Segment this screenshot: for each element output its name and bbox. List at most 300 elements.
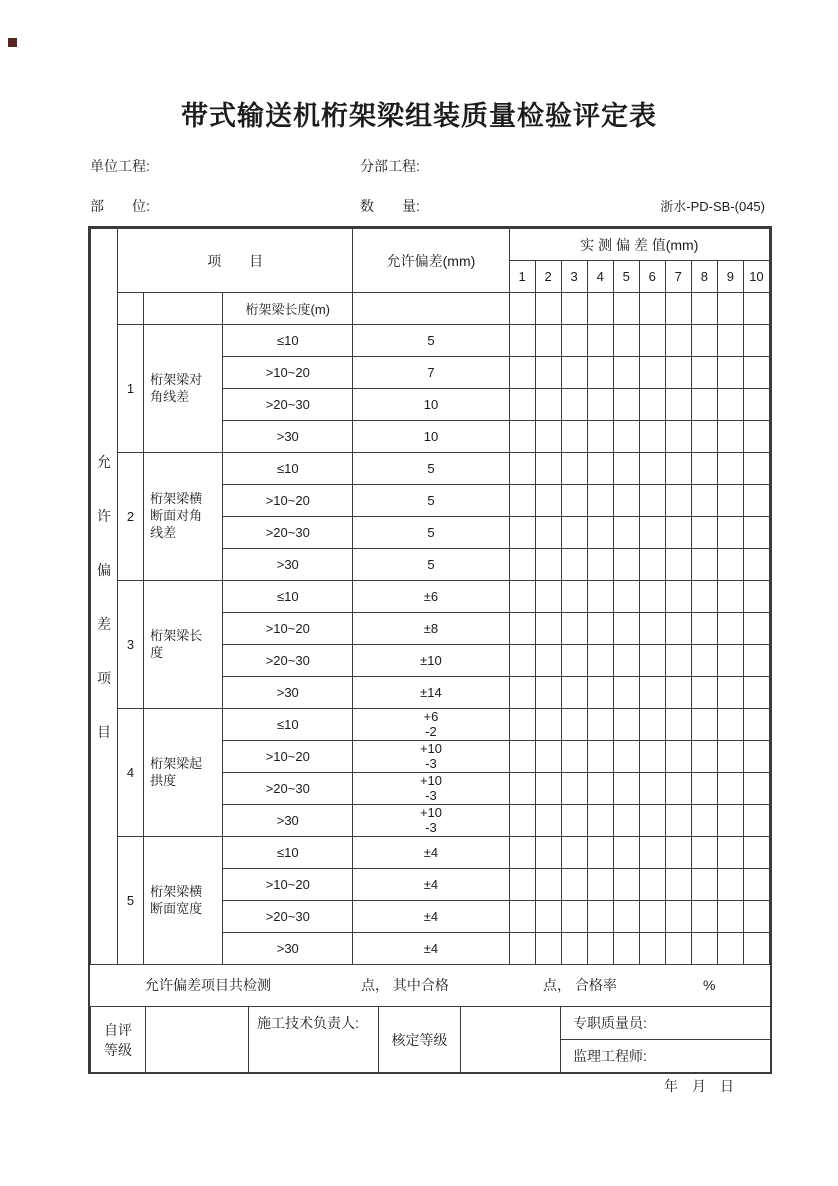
measured-value-cell <box>717 741 743 773</box>
measured-value-cell <box>691 453 717 485</box>
measured-value-cell <box>743 645 769 677</box>
date-label: 年 月 日 <box>664 1078 734 1094</box>
measured-value-cell <box>613 421 639 453</box>
measured-value-cell <box>717 677 743 709</box>
measured-value-cell <box>717 773 743 805</box>
measured-value-cell <box>509 677 535 709</box>
measured-value-cell <box>717 805 743 837</box>
measured-value-cell <box>561 357 587 389</box>
measured-value-cell <box>535 485 561 517</box>
measured-value-cell <box>717 357 743 389</box>
measured-value-cell <box>561 453 587 485</box>
measured-value-cell <box>639 549 665 581</box>
measured-value-cell <box>665 517 691 549</box>
measured-value-cell <box>691 933 717 965</box>
side-label-char: 项 <box>97 669 112 686</box>
allowed-deviation-cell: 10 <box>353 389 509 421</box>
allowed-deviation-cell: 5 <box>353 453 509 485</box>
measured-value-cell <box>587 805 613 837</box>
measured-value-cell <box>561 549 587 581</box>
length-range-cell: >10~20 <box>223 357 353 389</box>
measured-value-cell <box>561 837 587 869</box>
measured-value-cell <box>665 325 691 357</box>
measured-value-cell <box>561 581 587 613</box>
measured-value-cell <box>665 357 691 389</box>
side-label-char: 差 <box>97 615 112 632</box>
quality-officer-label: 专职质量员: <box>561 1007 771 1040</box>
length-range-cell: >20~30 <box>223 517 353 549</box>
measured-value-cell <box>717 517 743 549</box>
measured-value-cell <box>639 709 665 741</box>
measured-value-cell <box>639 485 665 517</box>
measured-value-cell <box>613 901 639 933</box>
measured-value-cell <box>743 709 769 741</box>
measured-value-cell <box>587 901 613 933</box>
signoff-row-1 <box>91 1007 771 1040</box>
measured-value-cell <box>509 869 535 901</box>
allowed-deviation-cell: ±4 <box>353 933 509 965</box>
measured-value-cell <box>743 677 769 709</box>
form-title: 带式输送机桁架梁组装质量检验评定表 <box>181 101 657 131</box>
length-range-cell: ≤10 <box>223 453 353 485</box>
measured-value-cell <box>535 517 561 549</box>
measured-value-cell <box>509 581 535 613</box>
measured-value-cell <box>717 645 743 677</box>
measured-value-cell <box>561 389 587 421</box>
measured-value-cell <box>691 389 717 421</box>
measured-value-cell <box>509 453 535 485</box>
length-range-cell: >10~20 <box>223 485 353 517</box>
measured-value-cell <box>691 645 717 677</box>
summary-percent-label: % <box>703 977 716 993</box>
measured-value-cell <box>717 901 743 933</box>
measured-value-cell <box>665 741 691 773</box>
allowed-deviation-cell: ±4 <box>353 869 509 901</box>
measured-value-cell <box>535 453 561 485</box>
measured-value-cell <box>743 581 769 613</box>
measured-value-cell <box>691 421 717 453</box>
measured-value-cell <box>639 453 665 485</box>
tech-lead-label: 施工技术负责人: <box>249 1007 379 1073</box>
measured-value-cell <box>665 453 691 485</box>
allowed-deviation-cell: 7 <box>353 357 509 389</box>
measured-value-cell <box>665 933 691 965</box>
measured-col-number: 8 <box>691 261 717 293</box>
measured-value-cell <box>509 901 535 933</box>
measured-col-number: 7 <box>665 261 691 293</box>
measured-value-cell <box>613 837 639 869</box>
summary-rate-label: 点， 合格率 <box>543 977 617 993</box>
measured-value-cell <box>561 869 587 901</box>
length-range-cell: >30 <box>223 421 353 453</box>
measured-value-cell <box>613 325 639 357</box>
measured-value-cell <box>639 677 665 709</box>
measured-value-cell <box>691 549 717 581</box>
measured-value-cell <box>665 837 691 869</box>
measured-value-cell <box>561 741 587 773</box>
measured-value-cell <box>561 709 587 741</box>
part-label: 部 位: <box>90 198 150 214</box>
measured-value-cell <box>587 421 613 453</box>
item-name-cell: 桁架梁横 断面宽度 <box>144 837 223 965</box>
measured-value-cell <box>665 645 691 677</box>
corner-mark <box>8 38 17 47</box>
measured-value-cell <box>613 709 639 741</box>
measured-value-cell <box>587 613 613 645</box>
measured-value-cell <box>613 773 639 805</box>
measured-deviation-header: 实 测 偏 差 值(mm) <box>509 229 769 261</box>
allowed-deviation-cell: ±6 <box>353 581 509 613</box>
length-header-row <box>91 293 770 325</box>
measured-value-cell <box>665 549 691 581</box>
side-label-allowed-deviation-items <box>91 229 118 965</box>
length-range-cell: ≤10 <box>223 837 353 869</box>
summary-qualified-label: 点， 其中合格 <box>361 977 449 993</box>
measured-value-cell <box>509 741 535 773</box>
measured-value-cell <box>639 869 665 901</box>
length-range-cell: ≤10 <box>223 581 353 613</box>
side-label-char: 允 <box>97 453 112 470</box>
measured-value-cell <box>509 613 535 645</box>
measured-value-cell <box>509 357 535 389</box>
measured-value-cell <box>639 837 665 869</box>
measured-value-cell <box>587 581 613 613</box>
allowed-deviation-cell: 10 <box>353 421 509 453</box>
measured-value-cell <box>587 485 613 517</box>
measured-value-cell <box>743 805 769 837</box>
measured-value-cell <box>691 485 717 517</box>
measured-value-cell <box>639 613 665 645</box>
measured-value-cell <box>743 357 769 389</box>
measured-value-cell <box>743 421 769 453</box>
group-number-cell: 2 <box>118 453 144 581</box>
signoff-table <box>90 1006 771 1073</box>
measured-value-cell <box>613 645 639 677</box>
summary-row <box>90 964 770 1006</box>
measured-value-cell <box>509 421 535 453</box>
measured-value-cell <box>535 581 561 613</box>
measured-value-cell <box>587 389 613 421</box>
measured-value-cell <box>639 933 665 965</box>
measured-value-cell <box>613 357 639 389</box>
empty-item-cell <box>144 293 223 325</box>
quantity-label: 数 量: <box>360 198 420 214</box>
measured-value-cell <box>665 709 691 741</box>
measured-value-cell <box>535 869 561 901</box>
spec-row <box>91 453 770 485</box>
measured-value-cell <box>665 773 691 805</box>
group-number-cell: 4 <box>118 709 144 837</box>
measured-value-cell <box>561 325 587 357</box>
measured-value-cell <box>743 933 769 965</box>
measured-value-cell <box>717 613 743 645</box>
measured-value-cell <box>509 805 535 837</box>
measured-value-cell <box>717 869 743 901</box>
measured-value-cell <box>561 613 587 645</box>
self-rating-label: 自评 等级 <box>91 1007 146 1073</box>
measured-col-number: 4 <box>587 261 613 293</box>
measured-value-cell <box>613 581 639 613</box>
measured-value-cell <box>561 293 587 325</box>
measured-col-number: 10 <box>743 261 769 293</box>
supervisor-label: 监理工程师: <box>561 1040 771 1073</box>
allowed-deviation-cell: +10 -3 <box>353 805 509 837</box>
measured-value-cell <box>743 325 769 357</box>
measured-value-cell <box>509 837 535 869</box>
measured-value-cell <box>561 485 587 517</box>
measured-value-cell <box>613 485 639 517</box>
measured-col-number: 2 <box>535 261 561 293</box>
allowed-deviation-cell: 5 <box>353 517 509 549</box>
deviation-spec-table <box>90 228 770 965</box>
measured-value-cell <box>691 773 717 805</box>
measured-value-cell <box>535 549 561 581</box>
length-range-cell: >10~20 <box>223 741 353 773</box>
measured-value-cell <box>613 293 639 325</box>
group-number-cell: 3 <box>118 581 144 709</box>
measured-value-cell <box>743 773 769 805</box>
measured-value-cell <box>717 453 743 485</box>
measured-value-cell <box>717 933 743 965</box>
measured-value-cell <box>535 645 561 677</box>
empty-allowed-cell <box>353 293 509 325</box>
measured-value-cell <box>691 581 717 613</box>
measured-value-cell <box>587 741 613 773</box>
measured-value-cell <box>587 517 613 549</box>
measured-value-cell <box>691 325 717 357</box>
measured-value-cell <box>743 485 769 517</box>
measured-value-cell <box>509 645 535 677</box>
measured-value-cell <box>509 709 535 741</box>
length-range-cell: >20~30 <box>223 645 353 677</box>
measured-value-cell <box>587 453 613 485</box>
spec-row <box>91 709 770 741</box>
side-label-char: 许 <box>97 507 112 524</box>
measured-value-cell <box>717 549 743 581</box>
item-name-cell: 桁架梁横 断面对角 线差 <box>144 453 223 581</box>
measured-value-cell <box>561 901 587 933</box>
measured-value-cell <box>665 677 691 709</box>
group-number-cell: 1 <box>118 325 144 453</box>
measured-value-cell <box>691 613 717 645</box>
measured-value-cell <box>639 325 665 357</box>
measured-value-cell <box>665 485 691 517</box>
measured-value-cell <box>613 869 639 901</box>
measured-value-cell <box>509 293 535 325</box>
measured-col-number: 3 <box>561 261 587 293</box>
measured-value-cell <box>665 293 691 325</box>
measured-value-cell <box>535 709 561 741</box>
measured-value-cell <box>613 677 639 709</box>
measured-value-cell <box>613 389 639 421</box>
length-range-cell: >30 <box>223 677 353 709</box>
length-range-cell: >20~30 <box>223 389 353 421</box>
division-project-label: 分部工程: <box>360 158 420 174</box>
measured-value-cell <box>561 805 587 837</box>
measured-value-cell <box>509 773 535 805</box>
allowed-deviation-cell: +10 -3 <box>353 773 509 805</box>
item-name-cell: 桁架梁对 角线差 <box>144 325 223 453</box>
measured-value-cell <box>613 933 639 965</box>
measured-value-cell <box>717 325 743 357</box>
verify-rating-label: 核定等级 <box>379 1007 461 1073</box>
measured-value-cell <box>717 421 743 453</box>
measured-value-cell <box>587 709 613 741</box>
measured-value-cell <box>587 677 613 709</box>
measured-value-cell <box>743 453 769 485</box>
measured-value-cell <box>639 645 665 677</box>
measured-value-cell <box>587 933 613 965</box>
measured-value-cell <box>691 741 717 773</box>
measured-value-cell <box>587 869 613 901</box>
allowed-deviation-cell: +6 -2 <box>353 709 509 741</box>
measured-value-cell <box>613 805 639 837</box>
allowed-deviation-cell: 5 <box>353 549 509 581</box>
measured-value-cell <box>665 389 691 421</box>
item-name-cell: 桁架梁长 度 <box>144 581 223 709</box>
measured-value-cell <box>639 901 665 933</box>
measured-value-cell <box>691 517 717 549</box>
measured-value-cell <box>639 421 665 453</box>
measured-value-cell <box>509 933 535 965</box>
measured-value-cell <box>639 293 665 325</box>
measured-value-cell <box>639 741 665 773</box>
measured-value-cell <box>717 485 743 517</box>
measured-value-cell <box>691 293 717 325</box>
measured-value-cell <box>665 581 691 613</box>
measured-value-cell <box>535 805 561 837</box>
allowed-deviation-header: 允许偏差(mm) <box>353 229 509 293</box>
group-number-cell: 5 <box>118 837 144 965</box>
measured-value-cell <box>691 869 717 901</box>
measured-value-cell <box>665 869 691 901</box>
side-label-char: 偏 <box>97 561 112 578</box>
measured-value-cell <box>743 293 769 325</box>
length-range-cell: >30 <box>223 805 353 837</box>
allowed-deviation-cell: ±14 <box>353 677 509 709</box>
measured-value-cell <box>639 581 665 613</box>
measured-value-cell <box>535 837 561 869</box>
measured-value-cell <box>717 389 743 421</box>
allowed-deviation-cell: 5 <box>353 485 509 517</box>
header-row-1 <box>91 229 770 261</box>
measured-value-cell <box>613 549 639 581</box>
measured-value-cell <box>743 549 769 581</box>
measured-col-number: 9 <box>717 261 743 293</box>
measured-value-cell <box>665 805 691 837</box>
measured-value-cell <box>561 933 587 965</box>
measured-value-cell <box>587 549 613 581</box>
measured-value-cell <box>509 325 535 357</box>
verify-rating-value-cell <box>461 1007 561 1073</box>
measured-value-cell <box>561 421 587 453</box>
measured-value-cell <box>587 293 613 325</box>
measured-value-cell <box>717 709 743 741</box>
measured-value-cell <box>691 709 717 741</box>
measured-value-cell <box>743 389 769 421</box>
measured-value-cell <box>613 613 639 645</box>
measured-value-cell <box>665 613 691 645</box>
length-range-cell: >20~30 <box>223 901 353 933</box>
measured-value-cell <box>587 357 613 389</box>
measured-value-cell <box>535 677 561 709</box>
spec-row <box>91 325 770 357</box>
item-header: 项 目 <box>118 229 353 293</box>
length-range-cell: >30 <box>223 933 353 965</box>
measured-value-cell <box>535 613 561 645</box>
item-name-cell: 桁架梁起 拱度 <box>144 709 223 837</box>
measured-value-cell <box>587 837 613 869</box>
measured-value-cell <box>691 805 717 837</box>
allowed-deviation-cell: ±8 <box>353 613 509 645</box>
measured-value-cell <box>717 581 743 613</box>
measured-value-cell <box>535 741 561 773</box>
empty-number-cell <box>118 293 144 325</box>
measured-value-cell <box>743 613 769 645</box>
measured-value-cell <box>639 773 665 805</box>
measured-value-cell <box>587 325 613 357</box>
self-rating-value-cell <box>146 1007 249 1073</box>
measured-value-cell <box>743 901 769 933</box>
length-range-cell: >30 <box>223 549 353 581</box>
measured-value-cell <box>561 517 587 549</box>
measured-value-cell <box>691 901 717 933</box>
measured-value-cell <box>509 389 535 421</box>
length-range-cell: ≤10 <box>223 709 353 741</box>
measured-value-cell <box>509 517 535 549</box>
unit-project-label: 单位工程: <box>90 158 150 174</box>
measured-value-cell <box>587 773 613 805</box>
allowed-deviation-cell: 5 <box>353 325 509 357</box>
side-label-char: 目 <box>97 723 112 740</box>
truss-length-header: 桁架梁长度(m) <box>223 293 353 325</box>
measured-value-cell <box>691 677 717 709</box>
measured-value-cell <box>535 933 561 965</box>
measured-value-cell <box>509 485 535 517</box>
length-range-cell: >10~20 <box>223 869 353 901</box>
measured-value-cell <box>639 357 665 389</box>
measured-value-cell <box>691 837 717 869</box>
measured-value-cell <box>691 357 717 389</box>
measured-value-cell <box>613 453 639 485</box>
measured-value-cell <box>535 421 561 453</box>
allowed-deviation-cell: ±10 <box>353 645 509 677</box>
measured-col-number: 5 <box>613 261 639 293</box>
measured-value-cell <box>535 901 561 933</box>
measured-value-cell <box>717 837 743 869</box>
measured-value-cell <box>613 517 639 549</box>
measured-value-cell <box>561 773 587 805</box>
measured-value-cell <box>743 517 769 549</box>
measured-value-cell <box>535 389 561 421</box>
measured-col-number: 1 <box>509 261 535 293</box>
measured-value-cell <box>743 869 769 901</box>
spec-row <box>91 581 770 613</box>
measured-value-cell <box>639 389 665 421</box>
measured-value-cell <box>561 645 587 677</box>
measured-value-cell <box>535 357 561 389</box>
measured-col-number: 6 <box>639 261 665 293</box>
measured-value-cell <box>717 293 743 325</box>
measured-value-cell <box>587 645 613 677</box>
form-code: 浙水-PD-SB-(045) <box>660 199 765 214</box>
measured-value-cell <box>743 741 769 773</box>
allowed-deviation-cell: ±4 <box>353 901 509 933</box>
measured-value-cell <box>665 421 691 453</box>
measured-value-cell <box>743 837 769 869</box>
measured-value-cell <box>639 517 665 549</box>
length-range-cell: ≤10 <box>223 325 353 357</box>
